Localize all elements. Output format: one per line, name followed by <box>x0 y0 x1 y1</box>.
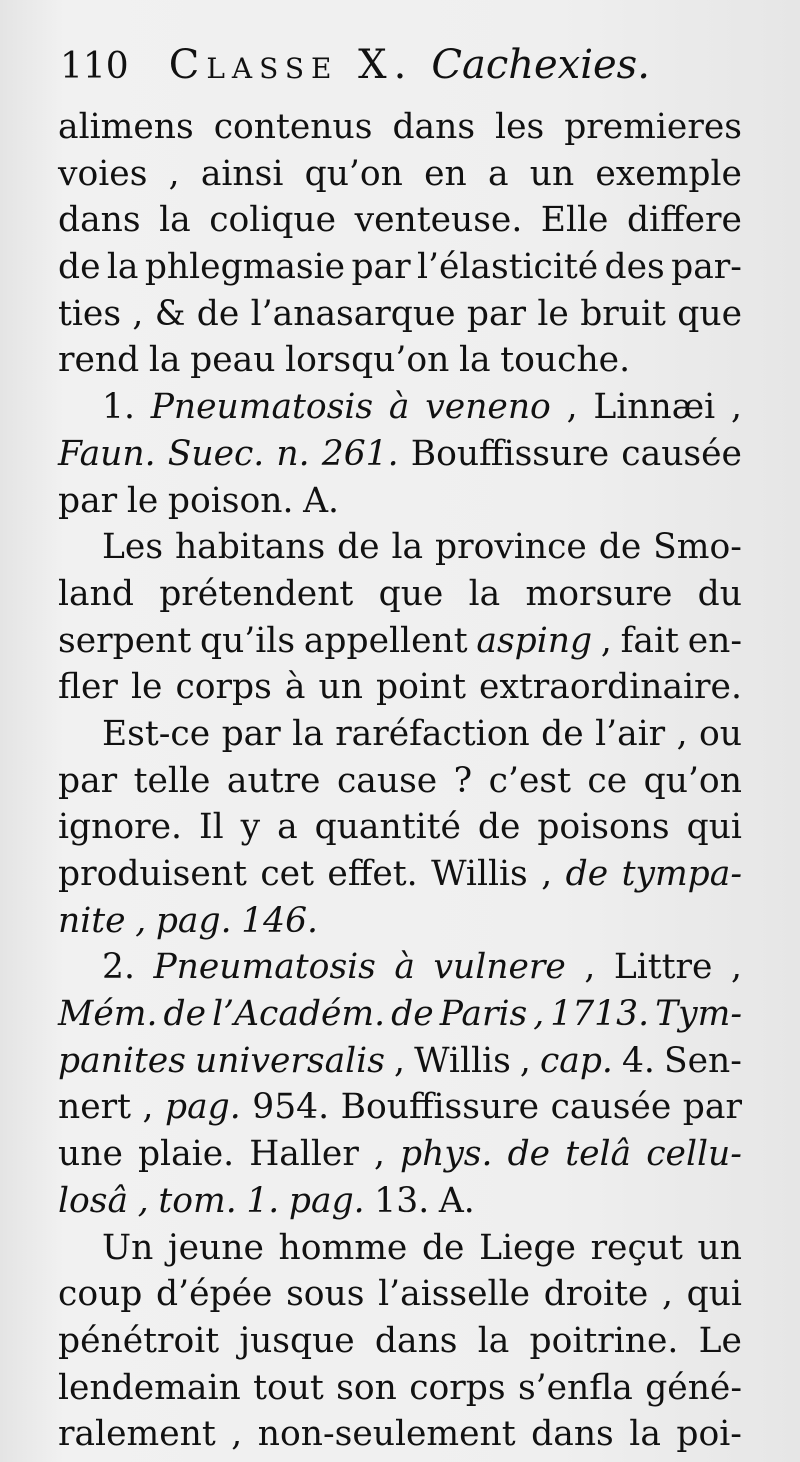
word: rend <box>58 340 140 381</box>
text-line <box>58 804 742 851</box>
word: causée <box>550 1087 672 1128</box>
word: un <box>529 153 575 194</box>
word: du <box>697 573 742 614</box>
word: telle <box>133 760 211 801</box>
text-line <box>58 291 742 338</box>
word: , <box>132 293 144 334</box>
word: la <box>148 340 181 381</box>
word: homme <box>278 1227 408 1268</box>
word: qui <box>686 1274 742 1315</box>
word: 1. <box>246 1180 280 1221</box>
word: , <box>135 900 147 941</box>
word: lorsqu’on <box>285 340 450 381</box>
word: de <box>196 293 240 334</box>
word: droite <box>543 1274 649 1315</box>
word: pénétroit <box>58 1320 220 1361</box>
word: à <box>284 667 306 708</box>
text-line <box>58 151 742 198</box>
word: , <box>137 1180 149 1221</box>
word: poisons <box>537 807 670 848</box>
word: , <box>519 1040 531 1081</box>
word: plaie. <box>137 1134 235 1175</box>
word: , <box>394 1040 405 1081</box>
word: en- <box>687 620 742 661</box>
word: exemple <box>595 153 742 194</box>
word: qu’on <box>304 153 403 194</box>
word: , <box>600 620 612 661</box>
word: , <box>541 854 553 894</box>
word: Suec. <box>167 433 265 474</box>
text-line <box>58 991 742 1038</box>
word: morsure <box>525 573 673 614</box>
word: corps <box>175 667 272 708</box>
body-text <box>58 104 742 1458</box>
word: par <box>58 480 118 521</box>
word: la <box>391 527 424 568</box>
word: jeune <box>167 1227 264 1268</box>
word: de <box>163 994 207 1035</box>
word: Il <box>198 807 224 848</box>
word: l’air <box>595 713 666 754</box>
word: de <box>477 807 521 848</box>
text-line <box>58 104 742 151</box>
text-line <box>58 571 742 618</box>
word: 146. <box>241 900 319 941</box>
word: c’est <box>488 760 571 801</box>
word: des <box>604 247 665 288</box>
word: le <box>130 667 163 708</box>
word: bruit <box>580 293 666 334</box>
text-line <box>58 1178 742 1225</box>
word: de <box>337 527 380 568</box>
word: cet <box>260 854 314 894</box>
word: l’aisselle <box>378 1274 531 1315</box>
word: de <box>58 247 101 288</box>
text-line <box>58 664 742 711</box>
word: Willis <box>431 854 528 894</box>
word: 1. <box>102 387 135 428</box>
word: , <box>676 713 688 754</box>
word: reçut <box>590 1227 683 1268</box>
word: Est-ce <box>102 713 211 754</box>
word: point <box>376 667 466 708</box>
text-line <box>58 197 742 244</box>
word: la <box>629 1414 661 1455</box>
word: peau <box>190 340 276 381</box>
word: , <box>168 153 180 194</box>
word: la <box>468 573 501 614</box>
word: l’anasarque <box>250 293 456 334</box>
word: A. <box>438 1180 475 1221</box>
word: universalis <box>195 1040 385 1081</box>
word: pag. <box>288 1180 365 1221</box>
word: panites <box>58 1040 186 1081</box>
word: Linnæi <box>593 387 716 428</box>
word: de <box>391 994 434 1035</box>
word: Bouffissure <box>340 1087 540 1128</box>
word: par <box>58 760 118 801</box>
word: les <box>495 107 545 147</box>
word: Un <box>102 1227 154 1268</box>
word: Tym- <box>655 994 742 1035</box>
word: qu’on <box>643 760 742 801</box>
word: ties <box>58 293 122 334</box>
word: de <box>598 527 642 568</box>
word: 1713. <box>550 994 650 1035</box>
word: n. <box>276 433 310 474</box>
text-line <box>58 384 742 431</box>
word: , <box>730 947 742 988</box>
word: sous <box>286 1274 365 1315</box>
word: touche. <box>500 340 631 381</box>
word: a <box>277 807 298 848</box>
word: differe <box>626 200 742 241</box>
word: ce <box>587 760 628 801</box>
word: quantité <box>314 807 461 848</box>
word: une <box>58 1134 123 1175</box>
word: tout <box>253 1367 324 1408</box>
word: , <box>231 1414 243 1455</box>
word: Sen- <box>664 1040 742 1081</box>
word: causée <box>621 433 742 474</box>
word: land <box>58 573 134 614</box>
word: tom. <box>158 1180 237 1221</box>
word: fait <box>620 620 679 661</box>
text-line <box>58 758 742 805</box>
word: l’Académ. <box>212 994 386 1035</box>
word: de <box>421 1227 465 1268</box>
word: s’enfla <box>517 1367 633 1408</box>
word: serpent <box>58 620 192 661</box>
word: y <box>240 807 261 848</box>
word: la <box>459 340 491 381</box>
word: que <box>677 293 742 334</box>
word: pag. <box>165 1087 241 1128</box>
word: nite <box>58 900 126 941</box>
word: dans <box>374 1320 458 1361</box>
word: premieres <box>564 107 742 147</box>
word: produisent <box>58 854 247 894</box>
text-line <box>58 851 742 898</box>
section-title: Cachexies. <box>431 42 650 88</box>
text-line <box>58 1365 742 1412</box>
word: cellu- <box>646 1134 742 1175</box>
word: a <box>487 153 509 194</box>
word: dans <box>58 200 141 241</box>
word: un <box>697 1227 742 1268</box>
word: Elle <box>540 200 609 241</box>
word: un <box>318 667 363 708</box>
text-line <box>58 944 742 991</box>
word: qui <box>686 807 742 848</box>
word: la <box>106 247 139 288</box>
word: d’épée <box>156 1274 273 1315</box>
word: de <box>541 713 584 754</box>
word: tympa- <box>621 854 742 894</box>
word: , <box>373 1134 385 1175</box>
word: à <box>394 947 415 988</box>
word: fler <box>58 667 118 708</box>
word: Bouffissure <box>410 433 610 474</box>
word: son <box>336 1367 397 1408</box>
word: Littre <box>613 947 713 988</box>
word: Le <box>698 1320 742 1361</box>
word: asping <box>476 620 593 661</box>
word: contenus <box>213 107 373 147</box>
word: , <box>662 1274 673 1315</box>
word: 4. <box>621 1040 655 1081</box>
word: colique <box>209 200 337 241</box>
word: la <box>292 713 324 754</box>
word: de <box>507 1134 551 1175</box>
word: , <box>142 1087 154 1128</box>
text-line <box>58 1318 742 1365</box>
word: cap. <box>539 1040 613 1081</box>
word: par <box>221 713 281 754</box>
word: cause <box>336 760 438 801</box>
word: le <box>126 480 159 521</box>
word: dans <box>531 1414 614 1455</box>
word: ou <box>699 713 742 754</box>
word: effet. <box>327 854 418 894</box>
word: 954. <box>252 1087 330 1128</box>
word: que <box>378 573 444 614</box>
word: , <box>533 994 545 1035</box>
text-line <box>58 711 742 758</box>
word: par <box>466 293 527 334</box>
word: 2. <box>102 947 135 988</box>
word: lendemain <box>58 1367 241 1408</box>
word: le <box>537 293 569 334</box>
word: dans <box>392 107 476 147</box>
word: poi- <box>676 1414 742 1455</box>
word: autre <box>226 760 321 801</box>
text-line <box>58 1225 742 1272</box>
word: Liege <box>479 1227 576 1268</box>
word: ignore. <box>58 807 182 848</box>
text-line <box>58 337 742 384</box>
word: corps <box>409 1367 506 1408</box>
word: Haller <box>249 1134 359 1175</box>
word: qu’ils <box>200 620 296 661</box>
word: poison. <box>167 480 294 521</box>
running-header <box>60 42 650 102</box>
word: venteuse. <box>354 200 523 241</box>
text-line <box>58 1038 742 1085</box>
word: Willis <box>414 1040 511 1081</box>
word: appellent <box>303 620 468 661</box>
text-line <box>58 1411 742 1458</box>
word: coup <box>58 1274 143 1315</box>
word: extraordinaire. <box>479 667 742 708</box>
word: alimens <box>58 107 194 147</box>
word: en <box>424 153 467 194</box>
text-line <box>58 244 742 291</box>
word: 13. <box>374 1180 430 1221</box>
word: habitans <box>174 527 326 568</box>
text-line <box>58 898 742 945</box>
word: non-seulement <box>257 1414 516 1455</box>
word: , <box>566 387 578 428</box>
text-line <box>58 1131 742 1178</box>
text-line <box>58 478 742 525</box>
word: 261. <box>321 433 399 474</box>
word: Pneumatosis <box>153 947 376 988</box>
word: losâ <box>58 1180 129 1221</box>
word: Faun. <box>58 433 156 474</box>
word: pag. <box>155 900 232 941</box>
word: la <box>159 200 191 241</box>
text-line <box>58 1271 742 1318</box>
word: géné- <box>645 1367 742 1408</box>
word: & <box>154 293 186 334</box>
word: Mém. <box>58 994 158 1035</box>
word: , <box>584 947 596 988</box>
word: vulnere <box>433 947 566 988</box>
word: ralement <box>58 1414 216 1455</box>
word: phys. <box>400 1134 493 1175</box>
text-line <box>58 1084 742 1131</box>
word: ainsi <box>200 153 284 194</box>
word: phlegmasie <box>144 247 346 288</box>
class-label: Classe X. <box>168 42 414 88</box>
word: Smo- <box>653 527 742 568</box>
word: jusque <box>239 1320 355 1361</box>
word: par <box>351 247 411 288</box>
word: raréfaction <box>335 713 530 754</box>
word: par <box>682 1087 742 1128</box>
word: veneno <box>425 387 551 428</box>
word: A. <box>303 480 340 521</box>
word: la <box>477 1320 510 1361</box>
word: voies <box>58 153 148 194</box>
word: prétendent <box>159 573 354 614</box>
word: l’élasticité <box>416 247 599 288</box>
word: par- <box>671 247 742 288</box>
word: Les <box>102 527 164 568</box>
text-line <box>58 431 742 478</box>
page-number: 110 <box>60 46 129 87</box>
word: poitrine. <box>529 1320 679 1361</box>
word: Pneumatosis <box>150 387 374 428</box>
word: telâ <box>565 1134 632 1175</box>
word: à <box>388 387 410 428</box>
text-line <box>58 524 742 571</box>
word: ? <box>453 760 473 801</box>
word: nert <box>58 1087 131 1128</box>
word: , <box>731 387 742 428</box>
word: de <box>565 854 609 894</box>
word: Paris <box>439 994 528 1035</box>
text-line <box>58 618 742 665</box>
word: province <box>435 527 587 568</box>
